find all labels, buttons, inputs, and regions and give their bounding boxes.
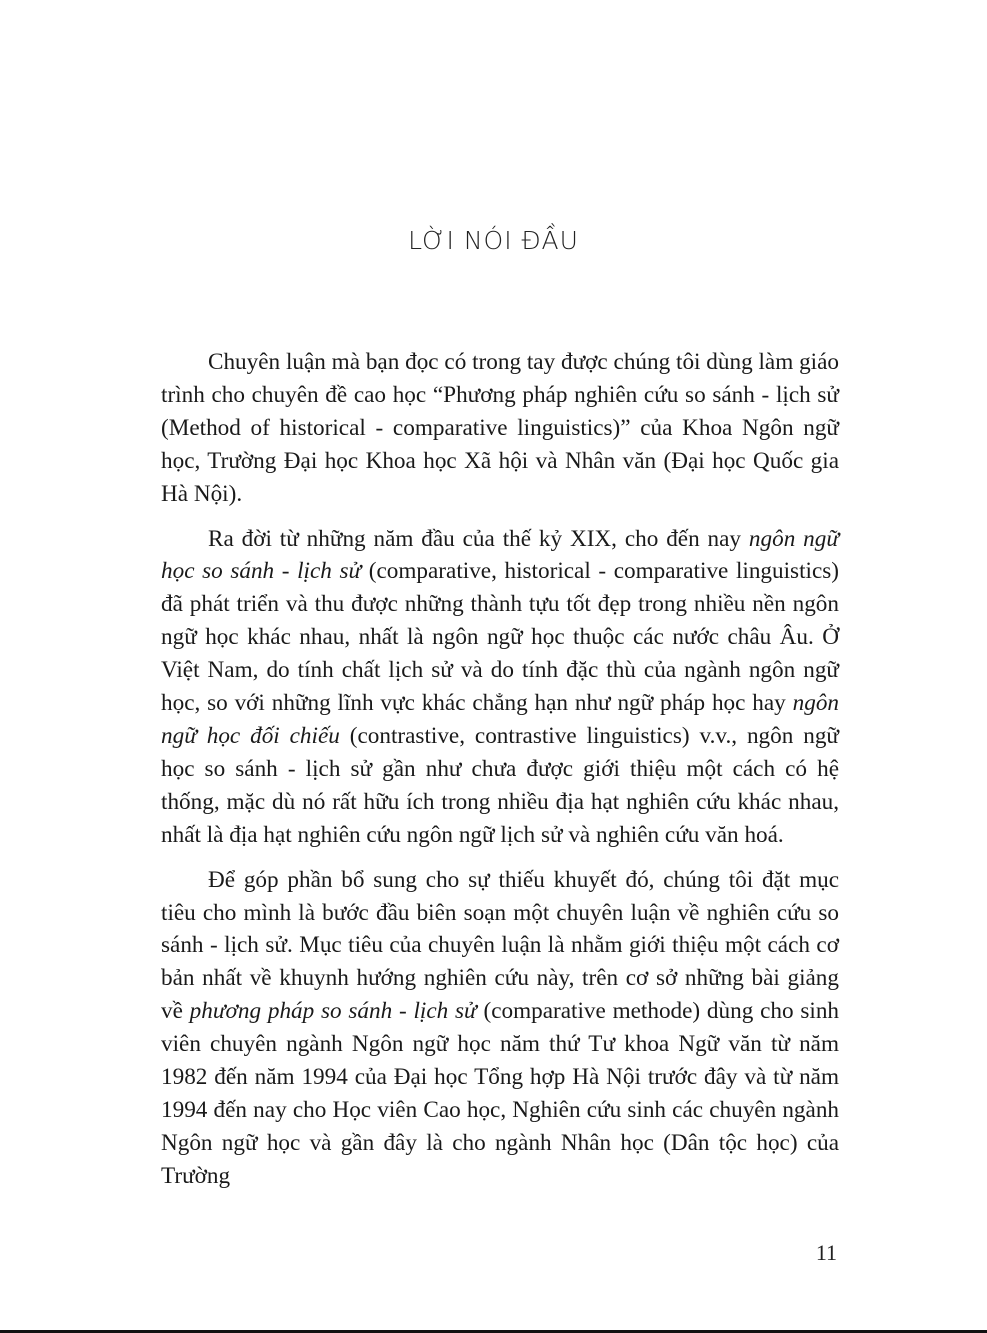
italic-term: phương pháp so sánh - lịch sử <box>189 998 477 1025</box>
body-text <box>161 346 839 1205</box>
text-run: Để góp phần bổ sung cho sự thiếu khuyết đó, chúng tôi đặt mục tiêu cho mình là bước đầu biên soạn một chuyên luận về nghiên cứu so sánh - lịch sử. Mục tiêu của chuyên luận là nhằm giới thiệu một cách cơ bản nhất về khuynh hướng nghiên cứu này, trên cơ sở những bài giảng về <box>161 866 839 1025</box>
text-run: Chuyên luận mà bạn đọc có trong tay được chúng tôi dùng làm giáo trình cho chuyên đề cao học “Phương pháp nghiên cứu so sánh - lịch sử (Method of historical - comparative linguistics)” của Khoa Ngôn ngữ học, Trường Đại học Khoa học Xã hội và Nhân văn (Đại học Quốc gia Hà Nội). <box>161 349 839 507</box>
paragraph-1 <box>161 346 839 511</box>
text-run: (comparative, historical - comparative linguistics) đã phát triển và thu được những thành tựu tốt đẹp trong nhiều nền ngôn ngữ học khác nhau, nhất là ngôn ngữ học thuộc các nước châu Âu. Ở Việt Nam, do tính chất lịch sử và do tính đặc thù của ngành ngôn ngữ học, so với những lĩnh vực khác chẳng hạn như ngữ pháp học hay <box>161 558 839 717</box>
text-run: (contrastive, contrastive linguistics) v.v., ngôn ngữ học so sánh - lịch sử gần như chưa được giới thiệu một cách có hệ thống, mặc dù nó rất hữu ích trong nhiều địa hạt nghiên cứu khác nhau, nhất là địa hạt nghiên cứu ngôn ngữ lịch sử và nghiên cứu văn hoá. <box>161 722 839 848</box>
italic-term: ngôn ngữ học đối chiếu <box>161 690 839 749</box>
text-run: Ra đời từ những năm đầu của thế kỷ XIX, cho đến nay <box>208 525 749 552</box>
page-number: 11 <box>815 1240 837 1265</box>
paragraph-2 <box>161 523 839 852</box>
paragraph-3 <box>161 864 839 1193</box>
italic-term: ngôn ngữ học so sánh - lịch sử <box>161 525 839 585</box>
page-title: LỜI NÓI ĐẦU <box>408 226 579 255</box>
text-run: (comparative methode) dùng cho sinh viên chuyên ngành Ngôn ngữ học năm thứ Tư khoa Ngữ văn từ năm 1982 đến năm 1994 của Đại học Tổng hợp Hà Nội trước đây và từ năm 1994 đến nay cho Học viên Cao học, Nghiên cứu sinh các chuyên ngành Ngôn ngữ học và gần đây là cho ngành Nhân học (Dân tộc học) của Trường <box>161 998 840 1189</box>
